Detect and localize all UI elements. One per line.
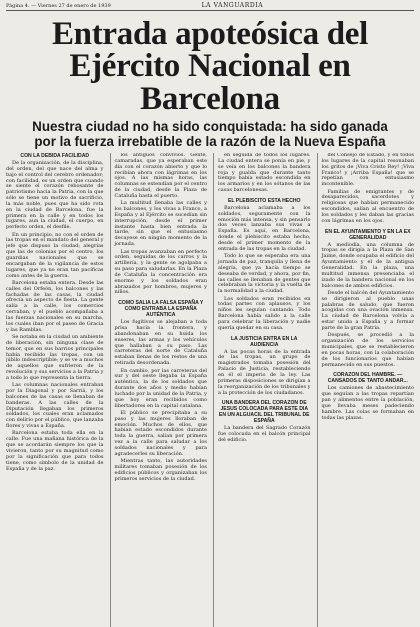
headline-line-1: Entrada apoteósica del (51, 16, 369, 52)
paragraph: Desde el balcón del Ayuntamiento se dirigieron al pueblo unas palabras de saludo, que fueron acogidas con una ovación inmensa. La ciudad de Barcelona volvía a estar unida a España y a formar parte de la gran Patria. (321, 289, 414, 331)
paragraph: Después, se procedió a la organización de los servicios municipales, que se restablecieron en pocas horas, con la colaboración de los funcionarios que habían permanecido en sus puestos. (321, 332, 414, 368)
paragraph: Los soldados eran recibidos en todas partes con aplausos, y los niños les seguían cantando. Todo Barcelona había salido a la calle para celebrar la liberación y nadie quería quedar en su casa. (218, 295, 311, 331)
paragraph: En cambio, por las carreteras del sur y del oeste llegaba la España auténtica, la de los soldados que durante dos años y medio habían luchado por la unidad de la Patria, y que hoy eran recibidos como libertadores en la capital catalana. (114, 367, 207, 409)
paragraph: A mediodía, una columna de tropas se dirigía a la Plaza de San Jaime, donde ocupaba el edificio del Ayuntamiento y el de la antigua Generalidad. En la plaza, una multitud inmensa presenciaba el izado de la bandera nacional en los balcones de ambos edificios. (321, 241, 414, 289)
subheadline-line-1: Nuestra ciudad no ha sido conquistada: ha sido ganada (32, 119, 388, 134)
paragraph: Los camiones de abastecimiento que seguían a las tropas repartían pan y alimentos entre la población, que llevaba meses padeciendo hambre. Las colas se formaban en todas las plazas. (321, 385, 414, 421)
paragraph: Mientras tanto, las autoridades militares tomaban posesión de los edificios públicos y organizaban los primeros servicios de la ciudad. (114, 458, 207, 482)
article-columns (6, 153, 414, 627)
section-heading: UNA BANDERA DEL CORAZON DE JESUS COLOCADA PARA ESTE DIA EN UN ALGUACIL DEL TRIBUNAL DE ESPAÑA (218, 400, 310, 425)
paragraph: La bandera del Sagrado Corazón fue colocada en el balcón principal del edificio. (218, 425, 311, 444)
paragraph: Las columnas nacionales entraban por la Diagonal y por Sarriá, y los balcones de las casas se llenaban de banderas. A las calles de la Diputación llegaban los primeros soldados, los cuales eran aclamados con delirio por el público, que lanzaba flores y vivas a España. (6, 382, 104, 430)
paragraph: Barcelona estaba entera. Desde las calles del Orfeón, los balcones y las fachadas de las casas, la ciudad ofrecía un aspecto de fiesta. La gente salía a la calle, los comercios cerraban, y el pueblo acompañaba a las fuerzas nacionales en su marcha, los cuales iban por el paseo de Gracia y las Ramblas. (6, 279, 104, 333)
paragraph: Barcelona estaba toda ella en la calle. Fue una mañana histórica de la que se acordarán siempre los que la vivieron, tanto por su magnitud como por la significación que para todos tiene, como símbolo de la unidad de España y de la paz. (6, 430, 104, 472)
header-date: Página 4. — Viernes 27 de enero de 1939 (6, 3, 111, 9)
headline (6, 16, 414, 117)
masthead: LA VANGUARDIA (201, 2, 264, 9)
paragraph: En un principio, no con el orden de las tropas en el mandato del general y jefe que dispuso la ciudad; alegrías que las de colonias por el centro, los guardias nacionales que se encargaban de la vigilancia de estos lugares, que ya no eran tan pacíficas como antes de la guerra. (6, 231, 104, 279)
paragraph: los antiguos convivios. Gente, camaradas, que ya esperaban este día con el corazón abierto y que lo recibían ahora con lágrimas en los ojos. A las mismas horas, las columnas se extendían por el centro de la ciudad, desde la Plaza de Cataluña hasta el puerto. (114, 153, 207, 199)
article-column-3 (213, 153, 311, 627)
paragraph: El público se precipitaba a su paso y las mujeres lloraban de emoción. Muchos de ellos, que habían estado escondidos durante toda la guerra, salían por primera vez a la calle para saludar a los soldados nacionales y para agradecerles su liberación. (114, 409, 207, 457)
article-column-4 (317, 153, 415, 627)
subheadline (6, 119, 414, 149)
section-heading: EN EL AYUNTAMIENTO Y EN LA EX GENERALIDAD (324, 228, 411, 241)
paragraph: Se notaba en la ciudad un ambiente de liberación, sin ninguna clase de temor, que en sus barrios principales había recibido las tropas, con un júbilo indescriptible; y se ve a muchos de aquellos que sufrieron de la revolución y sus servicios a la Patria y a todo lo que representa la tierra. (6, 333, 104, 381)
paragraph: Los fugitivos se alejaban a toda prisa hacia la frontera, y abandonaban en su huida los enseres, las armas y los vehículos que hallaban a su paso. Las carreteras del norte de Cataluña estaban llenas de los restos de una retirada desordenada. (114, 319, 207, 367)
paragraph: Barcelona aclamaba a los soldados, seguramente con la emoción más intensa, y sin pensarlo dos veces lanzaba sus vivas a España. Es aquí, en Barcelona, donde el plebiscito estaba hecho, desde el primer momento de la entrada de las tropas en la ciudad. (218, 204, 311, 252)
paragraph: Todo lo que se esperaba era una jornada de paz, tranquila y llena de alegría, que ya hacía tiempo se deseaba de verdad, y ahora, por fin, las calles se llenaban de gentes que celebraban la victoria y la vuelta de la normalidad a la ciudad. (218, 253, 311, 295)
paragraph: Familias de emigrantes y de desaparecidos, sacerdotes y religiosas que habían permanecido escondidos, salían al encuentro de los soldados y les daban las gracias con lágrimas en los ojos. (321, 188, 414, 224)
section-heading: COMO SALIA LA FALSA ESPAÑA Y COMO ENTRABA LA ESPAÑA AUTÉNTICA (118, 300, 204, 319)
paragraph: en seguida de todos los lugares. La ciudad entera se ponía en pie, y se veía en los balcones la bandera roja y gualda que durante tanto tiempo había estado escondida en los armarios y en los sótanos de las casas barcelonesas. (218, 153, 311, 194)
section-heading: CORAZON DEL HAMBRE. — CANSADOS DE TANTO ANDAR... (327, 372, 408, 385)
paragraph: del Consejo de Estado, y en todos los lugares de la capital resonaban los gritos de ¡Viva Cristo Rey! ¡Viva Franco! y ¡Arriba España! que se repetían con entusiasmo incontenible. (321, 153, 414, 188)
subheadline-line-2: por la fuerza irrebatible de la razón de la Nueva España (34, 134, 386, 149)
article-column-2 (110, 153, 208, 627)
section-heading: CON LA DEBIDA FACILIDAD (20, 153, 90, 159)
section-heading: LA JUSTICIA ENTRA EN LA AUDIENCIA (230, 335, 298, 348)
article-column-1 (6, 153, 104, 627)
paragraph: De la organización, de la disciplina, del orden, del que nace del alma y bajo el control del cerebro ordenador; con facilidad, es un orden que cuando se siente el corazón rebosante de patriotismo hacia la Patria, con la que sólo se tiene un motivo de sacrificio, la más noble, pues que ha sido rota en la ciudad de Barcelona, fue la primera en la calle y en todos los lugares, aun la ciudad, el cuerpo, en perfecto orden, el desfile. (6, 160, 104, 231)
paragraph: La multitud llenaba las calles y los balcones, y los vivas a Franco, a España y al Ejército se sucedían sin interrupción, desde el primer instante hasta bien entrada la tarde, sin que el entusiasmo decayese en ningún momento de la jornada. (114, 200, 207, 248)
paragraph: A las pocas horas de la entrada de las tropas, un grupo de magistrados tomaba posesión del Palacio de Justicia, restableciendo en él el imperio de la ley. Las primeras disposiciones se dirigían a la reorganización de los tribunales y a la protección de los ciudadanos. (218, 348, 311, 396)
headline-line-2: Ejército Nacional en Barcelona (69, 48, 351, 117)
page-header (6, 3, 414, 11)
paragraph: Las tropas avanzaban en perfecto orden, seguidas de los carros y la artillería, y la gente se agolpaba a su paso para saludarlas. En la Plaza de Cataluña la concentración era enorme y los soldados eran abrazados por hombres, mujeres y niños. (114, 248, 207, 296)
section-heading: EL PLEBISCITO ESTA HECHO (227, 197, 301, 204)
